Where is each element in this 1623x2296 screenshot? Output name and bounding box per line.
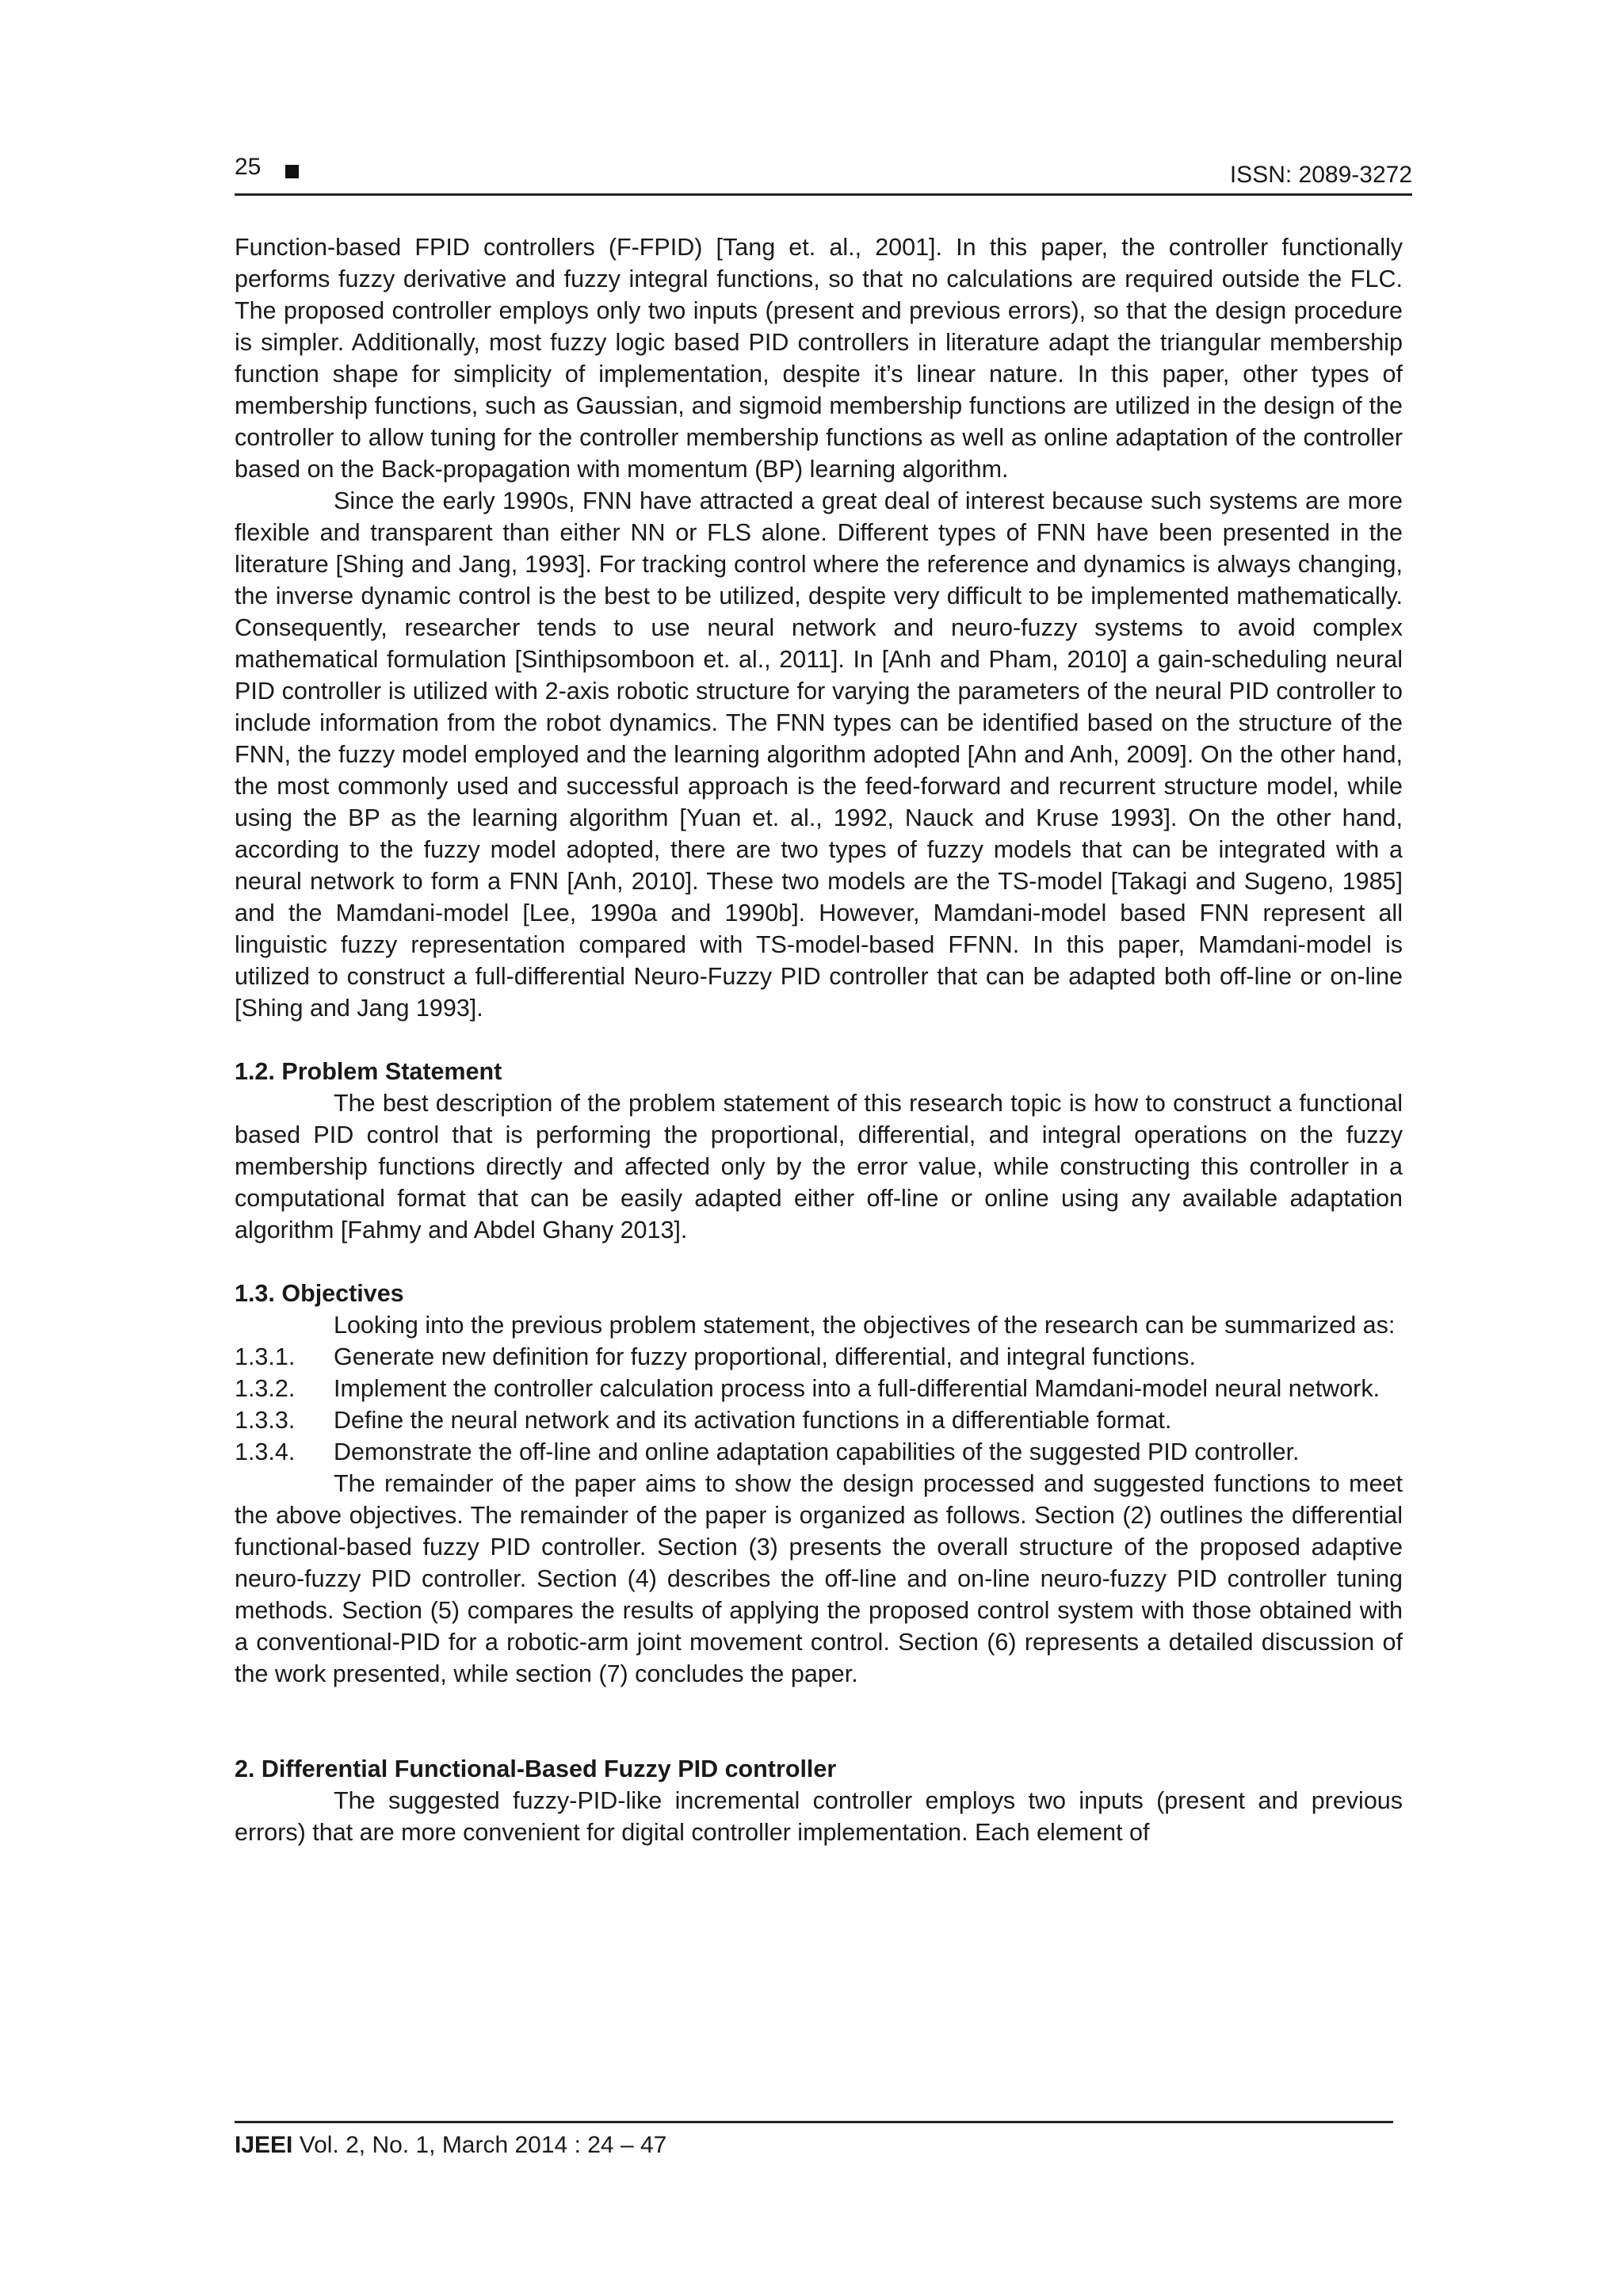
objective-number: 1.3.4. [235, 1438, 296, 1465]
objective-item [235, 1436, 1403, 1468]
section-2-text: The suggested fuzzy-PID-like incremental controller employs two inputs (present and previous errors) that are more convenient for digital controller implementation. Each element of [235, 1787, 1403, 1846]
journal-name: IJEEI [235, 2132, 293, 2158]
objective-number: 1.3.2. [235, 1375, 296, 1402]
section-heading-differential-fpid: 2. Differential Functional-Based Fuzzy PID controller [235, 1755, 837, 1782]
objective-item [235, 1373, 1403, 1404]
paragraph-1: Function-based FPID controllers (F-FPID) [Tang et. al., 2001]. In this paper, the controller functionally performs fuzzy derivative and fuzzy integral functions, so that no calculations are required outside the FLC. The proposed controller employs only two inputs (present and previous errors), so that the design procedure is simpler. Additionally, most fuzzy logic based PID controllers in literature adapt the triangular membership function shape for simplicity of implementation, despite it’s linear nature. In this paper, other types of membership functions, such as Gaussian, and sigmoid membership functions are utilized in the design of the controller to allow tuning for the controller membership functions as well as online adaptation of the controller based on the Back-propagation with momentum (BP) learning algorithm. [235, 234, 1403, 483]
objective-number: 1.3.3. [235, 1407, 296, 1434]
page-footer [235, 2121, 1393, 2161]
section-heading-problem-statement: 1.2. Problem Statement [235, 1058, 502, 1085]
paragraph-2: Since the early 1990s, FNN have attracted a great deal of interest because such systems are more flexible and transparent than either NN or FLS alone. Different types of FNN have been presented in the literature [Shing and Jang, 1993]. For tracking control where the reference and dynamics is always changing, the inverse dynamic control is the best to be utilized, despite very difficult to be implemented mathematically. Consequently, researcher tends to use neural network and neuro-fuzzy systems to avoid complex mathematical formulation [Sinthipsomboon et. al., 2011]. In [Anh and Pham, 2010] a gain-scheduling neural PID controller is utilized with 2-axis robotic structure for varying the parameters of the neural PID controller to include information from the robot dynamics. The FNN types can be identified based on the structure of the FNN, the fuzzy model employed and the learning algorithm adopted [Ahn and Anh, 2009]. On the other hand, the most commonly used and successful approach is the feed-forward and recurrent structure model, while using the BP as the learning algorithm [Yuan et. al., 1992, Nauck and Kruse 1993]. On the other hand, according to the fuzzy model adopted, there are two types of fuzzy models that can be integrated with a neural network to form a FNN [Anh, 2010]. These two models are the TS-model [Takagi and Sugeno, 1985] and the Mamdani-model [Lee, 1990a and 1990b]. However, Mamdani-model based FNN represent all linguistic fuzzy representation compared with TS-model-based FFNN. In this paper, Mamdani-model is utilized to construct a full-differential Neuro-Fuzzy PID controller that can be adapted both off-line or on-line [Shing and Jang 1993]. [235, 487, 1403, 1022]
journal-citation: Vol. 2, No. 1, March 2014 : 24 – 47 [292, 2132, 667, 2158]
body-content [235, 231, 1403, 1848]
spacer [235, 1024, 1403, 1056]
objective-text: Demonstrate the off-line and online adaptation capabilities of the suggested PID controller. [334, 1438, 1300, 1465]
objective-number: 1.3.1. [235, 1343, 296, 1370]
problem-statement-text: The best description of the problem statement of this research topic is how to construct a functional based PID control that is performing the proportional, differential, and integral operations on the fuzzy membership functions directly and affected only by the error value, while constructing this controller in a computational format that can be easily adapted either off-line or online using any available adaptation algorithm [Fahmy and Abdel Ghany 2013]. [235, 1090, 1403, 1244]
spacer [235, 1246, 1403, 1278]
objective-text: Implement the controller calculation process into a full-differential Mamdani-model neural network. [334, 1375, 1381, 1402]
objective-text: Define the neural network and its activation functions in a differentiable format. [334, 1407, 1172, 1434]
square-bullet-icon [285, 165, 299, 178]
issn-label: ISSN: 2089-3272 [1229, 162, 1412, 188]
objective-text: Generate new definition for fuzzy proportional, differential, and integral functions. [334, 1343, 1196, 1370]
spacer [235, 1690, 1403, 1753]
page-number: 25 [235, 154, 262, 180]
objectives-closing: The remainder of the paper aims to show the design processed and suggested functions to meet the above objectives. The remainder of the paper is organized as follows. Section (2) outlines the differential functional-based fuzzy PID controller. Section (3) presents the overall structure of the proposed adaptive neuro-fuzzy PID controller. Section (4) describes the off-line and on-line neuro-fuzzy PID controller tuning methods. Section (5) compares the results of applying the proposed control system with those obtained with a conventional-PID for a robotic-arm joint movement control. Section (6) represents a detailed discussion of the work presented, while section (7) concludes the paper. [235, 1470, 1403, 1687]
section-heading-objectives: 1.3. Objectives [235, 1280, 404, 1307]
objective-item [235, 1404, 1403, 1436]
page-header [235, 151, 1412, 196]
objectives-intro: Looking into the previous problem statement, the objectives of the research can be summarized as: [334, 1312, 1396, 1339]
objective-item [235, 1341, 1403, 1373]
